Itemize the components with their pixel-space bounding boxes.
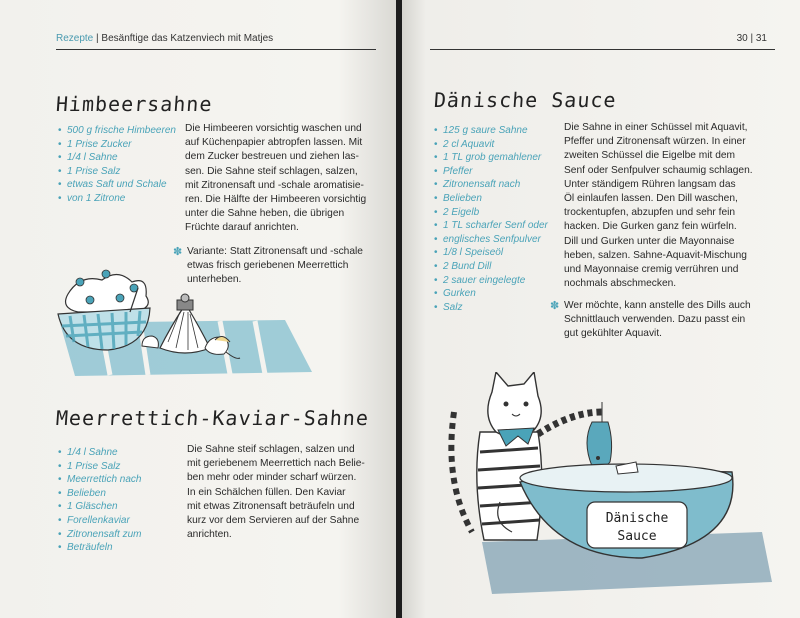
instruction-line: In ein Schälchen füllen. Den Kaviar <box>187 486 346 498</box>
instruction-line: Die Himbeeren vorsichtig waschen und <box>185 123 362 134</box>
ingredient-list-daenische-sauce <box>434 124 559 314</box>
ingredient-item: • Belieben <box>434 192 559 206</box>
instruction-line: Pfeffer und Zitronensaft würzen. In einer <box>564 136 746 148</box>
recipe-title-meerrettich: Meerrettich-Kaviar-Sahne <box>55 406 370 430</box>
ingredient-item: • Meerrettich nach <box>58 473 178 487</box>
ingredient-item: • 2 Bund Dill <box>434 260 559 274</box>
instruction-line: Senf oder Senfpulver schaumig schlagen. <box>564 164 753 176</box>
instruction-line: Öl einlaufen lassen. Den Dill waschen, <box>564 193 738 205</box>
instruction-line: heben, salzen. Sahne-Aquavit-Mischung <box>564 249 747 261</box>
instructions-himbeersahne <box>185 122 380 236</box>
ingredient-item: • 500 g frische Himbeeren <box>58 124 186 138</box>
ingredient-item: • 1 TL scharfer Senf oder <box>434 219 559 233</box>
instruction-line: anrichten. <box>187 529 232 541</box>
bowl-label-line2: Sauce <box>617 529 657 544</box>
running-head <box>56 33 273 44</box>
asterisk-flower-icon: ✽ <box>550 300 560 312</box>
tip-line: Schnittlauch verwenden. Dazu passt ein <box>564 314 746 326</box>
instruction-line: Unter ständigem Rühren langsam das <box>564 178 736 190</box>
ingredient-list-himbeersahne <box>58 124 186 206</box>
ingredient-item: • 2 Eigelb <box>434 206 559 220</box>
recipe-title-himbeersahne: Himbeersahne <box>55 92 214 116</box>
ingredient-item: • 2 cl Aquavit <box>434 138 559 152</box>
illustration-cat-bowl <box>442 372 782 608</box>
instructions-meerrettich <box>187 443 382 542</box>
ingredient-item: • englisches Senfpulver <box>434 233 559 247</box>
tip-line: Wer möchte, kann anstelle des Dills auch <box>564 300 751 311</box>
tip-daenische-sauce <box>550 299 774 342</box>
ingredient-item: • Pfeffer <box>434 165 559 179</box>
tip-line: unterheben. <box>187 274 242 286</box>
instruction-line: und Mayonnaise cremig verrühren und <box>564 264 739 276</box>
ingredient-item: • 1/4 l Sahne <box>58 446 178 460</box>
illustration-cream-bowl <box>50 268 320 380</box>
tip-line: etwas frisch geriebenen Meerrettich <box>187 260 349 272</box>
running-head-section: Rezepte <box>56 33 94 44</box>
right-page <box>402 0 800 618</box>
instruction-line: nochmals abschmecken. <box>564 278 677 290</box>
ingredient-item: • Beträufeln <box>58 541 178 555</box>
instruction-line: auf Küchenpapier abtropfen lassen. Mit <box>185 137 363 149</box>
instruction-line: ren. Die Hälfte der Himbeeren vorsichtig <box>185 194 367 206</box>
instruction-line: Früchte darauf anrichten. <box>185 222 299 234</box>
instruction-line: Die Sahne in einer Schüssel mit Aquavit, <box>564 122 748 133</box>
instruction-line: mit etwas Zitronensaft beträufeln und <box>187 500 355 512</box>
ingredient-item: • 1 Gläschen <box>58 500 178 514</box>
ingredient-item: • Forellenkaviar <box>58 514 178 528</box>
bowl-label-line1: Dänische <box>605 511 669 526</box>
ingredient-item: • Salz <box>434 301 559 315</box>
tip-line: Variante: Statt Zitronensaft und -schale <box>187 246 363 257</box>
recipe-title-daenische-sauce: Dänische Sauce <box>433 88 618 112</box>
ingredient-item: • 1/4 l Sahne <box>58 151 186 165</box>
ingredient-item: • 1/8 l Speiseöl <box>434 246 559 260</box>
ingredient-item: • 2 sauer eingelegte <box>434 274 559 288</box>
ingredient-item: • 1 TL grob gemahlener <box>434 151 559 165</box>
ingredient-item: • 1 Prise Zucker <box>58 138 186 152</box>
ingredient-item: • Belieben <box>58 487 178 501</box>
header-rule <box>56 49 376 50</box>
page-numbers: 30 | 31 <box>736 33 767 44</box>
instruction-line: Dill und Gurken unter die Mayonnaise <box>564 235 735 247</box>
ingredient-item: • 1 Prise Salz <box>58 460 178 474</box>
ingredient-item: • von 1 Zitrone <box>58 192 186 206</box>
instruction-line: hacken. Die Gurken ganz fein würfeln. <box>564 221 737 233</box>
header-rule-right <box>430 49 775 50</box>
ingredient-item: • 125 g saure Sahne <box>434 124 559 138</box>
instruction-line: mit Zitronensaft und -schale aromatisie- <box>185 179 364 191</box>
instruction-line: dem Zucker bestreuen und ziehen las- <box>185 151 359 163</box>
ingredient-list-meerrettich <box>58 446 178 555</box>
instruction-line: unter die Sahne heben, die übrigen <box>185 208 345 220</box>
instruction-line: trockentupfen, abzupfen und sehr fein <box>564 207 736 219</box>
left-page <box>0 0 398 618</box>
asterisk-flower-icon: ✽ <box>173 246 183 258</box>
instruction-line: Die Sahne steif schlagen, salzen und <box>187 444 355 455</box>
instruction-line: kurz vor dem Servieren auf der Sahne <box>187 515 360 527</box>
instruction-line: ben mehr oder minder scharf würzen. <box>187 472 357 484</box>
running-head-title: | Besänftige das Katzenviech mit Matjes <box>96 33 274 44</box>
ingredient-item: • Zitronensaft nach <box>434 178 559 192</box>
tip-line: gut gekühlter Aquavit. <box>564 328 662 340</box>
ingredient-item: • etwas Saft und Schale <box>58 178 186 192</box>
ingredient-item: • 1 Prise Salz <box>58 165 186 179</box>
instructions-daenische-sauce <box>564 121 774 291</box>
instruction-line: sen. Die Sahne steif schlagen, salzen, <box>185 165 358 177</box>
ingredient-item: • Gurken <box>434 287 559 301</box>
instruction-line: zweiten Schüssel die Eigelbe mit dem <box>564 150 736 162</box>
ingredient-item: • Zitronensaft zum <box>58 528 178 542</box>
instruction-line: mit geriebenem Meerrettich nach Belie- <box>187 458 365 470</box>
